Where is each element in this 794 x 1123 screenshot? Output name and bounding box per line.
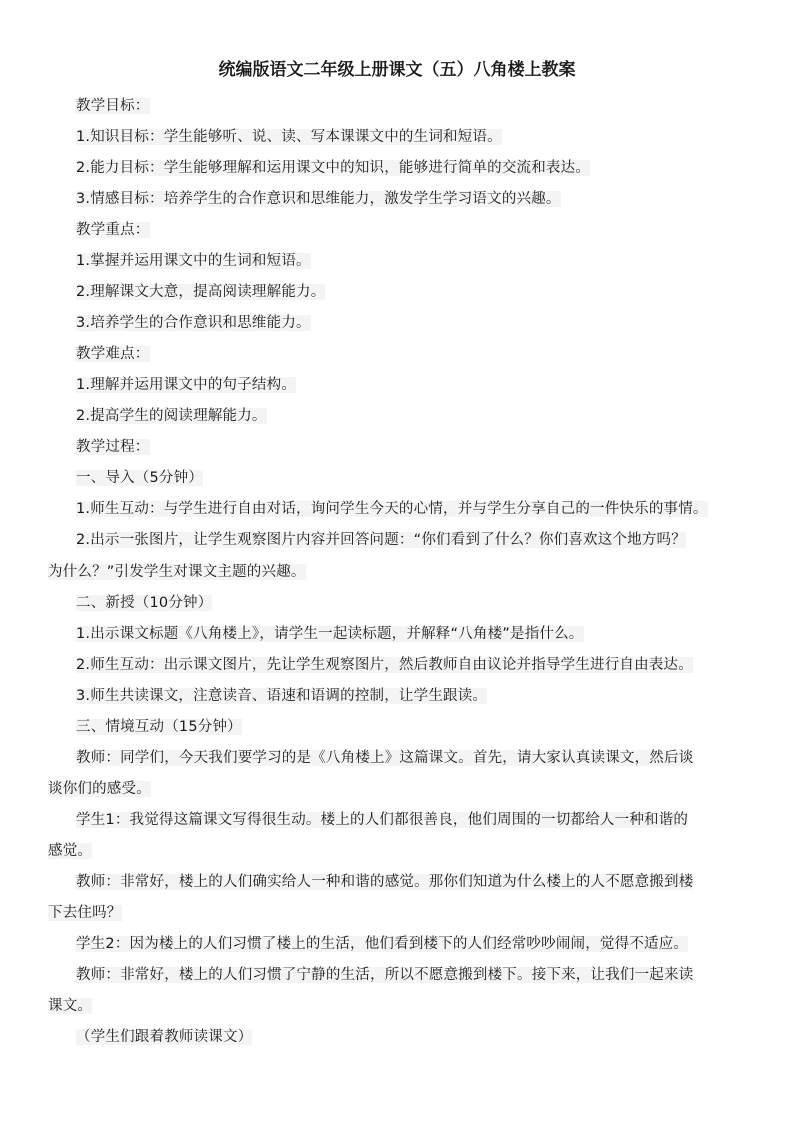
paragraph-line: 课文。 (48, 998, 93, 1014)
subsection-heading: 三、情境互动（15分钟） (76, 719, 242, 735)
paragraph-line: 为什么？”引发学生对课文主题的兴趣。 (48, 564, 306, 580)
paragraph-line: 1.理解并运用课文中的句子结构。 (76, 377, 297, 393)
paragraph-line: 教师：非常好，楼上的人们习惯了宁静的生活，所以不愿意搬到楼下。接下来，让我们一起来读 (76, 967, 694, 983)
paragraph-line: 1.知识目标：学生能够听、说、读、写本课课文中的生词和短语。 (76, 129, 502, 145)
paragraph-line: 2.理解课文大意，提高阅读理解能力。 (76, 284, 326, 300)
paragraph-line: 谈你们的感受。 (48, 781, 151, 797)
paragraph-line: 3.培养学生的合作意识和思维能力。 (76, 315, 311, 331)
section-heading-process: 教学过程： (76, 439, 150, 455)
section-heading-objectives: 教学目标： (76, 98, 150, 114)
paragraph-line: 学生2：因为楼上的人们习惯了楼上的生活，他们看到楼下的人们经常吵吵闹闹，觉得不适应。 (76, 936, 689, 952)
paragraph-line: 下去住吗？ (48, 905, 122, 921)
subsection-heading: 二、新授（10分钟） (76, 595, 213, 611)
paragraph-line: 2.提高学生的阅读理解能力。 (76, 408, 267, 424)
paragraph-line: 2.出示一张图片，让学生观察图片内容并回答问题：“你们看到了什么？你们喜欢这个地方吗？ (76, 532, 686, 548)
paragraph-line: 教师：非常好，楼上的人们确实给人一种和谐的感觉。那你们知道为什么楼上的人不愿意搬到楼 (76, 874, 694, 890)
paragraph-line: 学生1：我觉得这篇课文写得很生动。楼上的人们都很善良，他们周围的一切都给人一种和谐的 (76, 812, 689, 828)
paragraph-line: 感觉。 (48, 843, 93, 859)
page-title: 统编版语文二年级上册课文（五）八角楼上教案 (218, 60, 576, 80)
paragraph-line: 1.掌握并运用课文中的生词和短语。 (76, 253, 311, 269)
subsection-heading: 一、导入（5分钟） (76, 470, 204, 486)
paragraph-line: 3.情感目标：培养学生的合作意识和思维能力，激发学生学习语文的兴趣。 (76, 191, 561, 207)
section-heading-difficulties: 教学难点： (76, 346, 150, 362)
paragraph-line: （学生们跟着教师读课文） (76, 1029, 253, 1045)
paragraph-line: 教师：同学们，今天我们要学习的是《八角楼上》这篇课文。首先，请大家认真读课文，然后谈 (76, 750, 694, 766)
paragraph-line: 3.师生共读课文，注意读音、语速和语调的控制，让学生跟读。 (76, 688, 488, 704)
paragraph-line: 1.师生互动：与学生进行自由对话，询问学生今天的心情，并与学生分享自己的一件快乐的事情。 (76, 501, 708, 517)
paragraph-line: 2.师生互动：出示课文图片，先让学生观察图片，然后教师自由议论并指导学生进行自由表达。 (76, 657, 693, 673)
paragraph-line: 1.出示课文标题《八角楼上》，请学生一起读标题，并解释“八角楼”是指什么。 (76, 626, 584, 642)
section-heading-key-points: 教学重点： (76, 222, 150, 238)
paragraph-line: 2.能力目标：学生能够理解和运用课文中的知识，能够进行简单的交流和表达。 (76, 160, 591, 176)
